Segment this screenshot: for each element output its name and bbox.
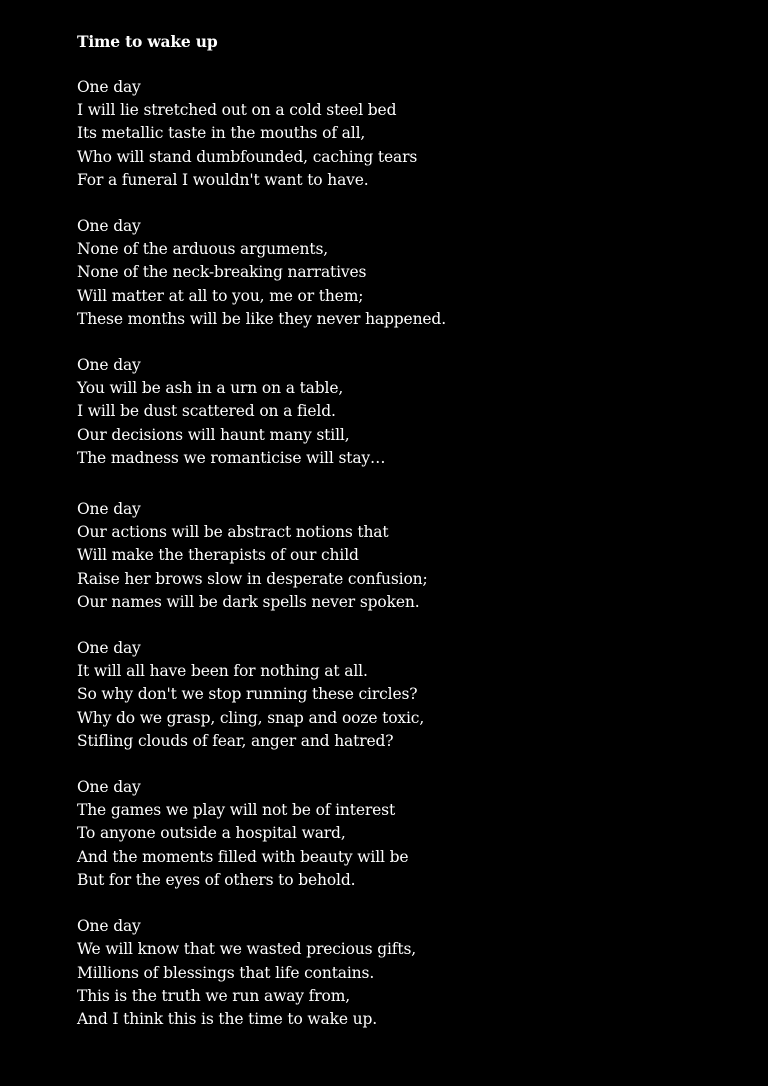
- poem-line: Our actions will be abstract notions that: [77, 523, 389, 542]
- poem-line: Will matter at all to you, me or them;: [77, 286, 364, 305]
- stanza-4: [77, 498, 737, 614]
- stanza-2: [77, 215, 737, 331]
- poem-line: The games we play will not be of interest: [77, 801, 396, 820]
- poem-line: Why do we grasp, cling, snap and ooze toxic,: [77, 708, 425, 727]
- poem-line: The madness we romanticise will stay…: [77, 448, 386, 467]
- poem-line: I will lie stretched out on a cold steel bed: [77, 101, 397, 120]
- poem-line: For a funeral I wouldn't want to have.: [77, 170, 369, 189]
- poem-line: Our names will be dark spells never spoken.: [77, 592, 420, 611]
- poem-line: Will make the therapists of our child: [77, 546, 359, 565]
- poem-line: It will all have been for nothing at all.: [77, 662, 368, 681]
- poem-line: One day: [77, 639, 141, 658]
- poem-line: One day: [77, 778, 141, 797]
- poem-line: To anyone outside a hospital ward,: [77, 824, 346, 843]
- poem-title: Time to wake up: [77, 32, 218, 51]
- poem-line: One day: [77, 917, 141, 936]
- poem-line: One day: [77, 217, 141, 236]
- poem-line: Its metallic taste in the mouths of all,: [77, 124, 366, 143]
- poem-line: One day: [77, 500, 141, 519]
- poem-line: Our decisions will haunt many still,: [77, 425, 350, 444]
- stanza-7: [77, 915, 737, 1031]
- poem-line: And I think this is the time to wake up.: [77, 1009, 378, 1028]
- poem-line: These months will be like they never happened.: [77, 309, 446, 328]
- stanza-5: [77, 637, 737, 753]
- poem-line: Millions of blessings that life contains.: [77, 963, 375, 982]
- poem-line: Who will stand dumbfounded, caching tears: [77, 147, 418, 166]
- stanza-6: [77, 776, 737, 892]
- poem-line: Stifling clouds of fear, anger and hatred?: [77, 731, 394, 750]
- poem-line: But for the eyes of others to behold.: [77, 870, 356, 889]
- poem-line: Raise her brows slow in desperate confusion;: [77, 569, 428, 588]
- poem-line: One day: [77, 78, 141, 96]
- poem-line: None of the neck-breaking narratives: [77, 263, 367, 282]
- poem-line: One day: [77, 356, 141, 375]
- poem-line: So why don't we stop running these circles?: [77, 685, 418, 704]
- poem-line: And the moments filled with beauty will be: [77, 847, 409, 866]
- poem-line: We will know that we wasted precious gifts,: [77, 940, 417, 959]
- poem-line: This is the truth we run away from,: [77, 986, 351, 1005]
- stanza-1: [77, 76, 737, 192]
- poem-line: You will be ash in a urn on a table,: [77, 379, 344, 398]
- poem-page: [77, 30, 737, 1054]
- stanza-3: [77, 354, 737, 470]
- poem-line: I will be dust scattered on a field.: [77, 402, 336, 421]
- poem-line: None of the arduous arguments,: [77, 240, 329, 259]
